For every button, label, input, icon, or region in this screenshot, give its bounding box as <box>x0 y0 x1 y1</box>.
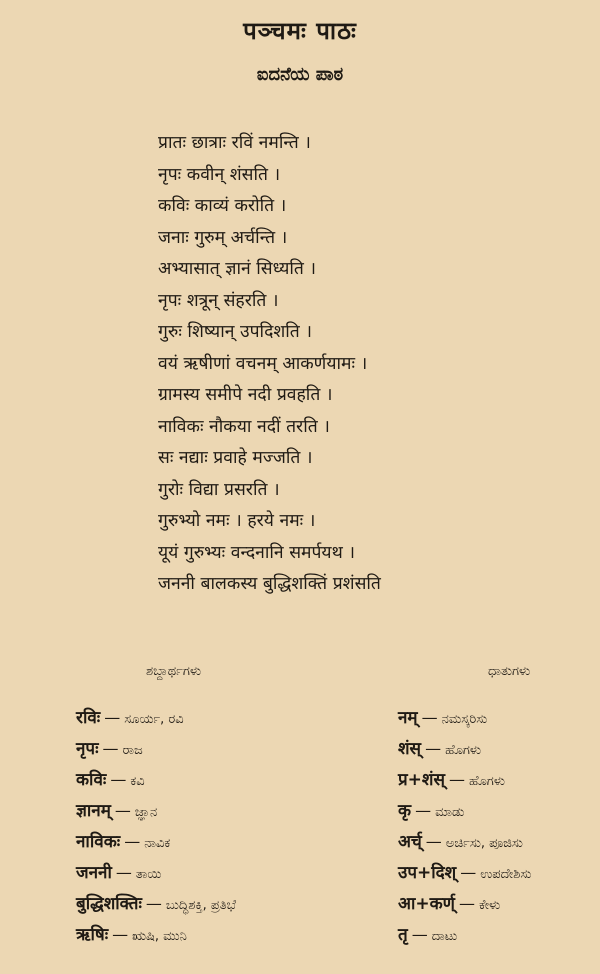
entry-meaning: ಹೊಗಳು <box>468 774 506 789</box>
entry-dash: — <box>114 801 131 820</box>
entry-word: नम् <box>398 708 418 728</box>
entry-dash: — <box>112 925 129 944</box>
entry-dash: — <box>145 894 162 913</box>
entry-word: कृ <box>398 801 412 821</box>
sentence-list <box>158 128 578 601</box>
entry-word: नाविकः <box>76 832 121 852</box>
entry-word: तृ <box>398 925 408 945</box>
entry-dash: — <box>458 894 475 913</box>
entry-word: आ+कर्ण् <box>398 894 455 914</box>
entry-word: प्र+शंस् <box>398 770 445 790</box>
sentence: नृपः कवीन् शंसति । <box>158 164 281 185</box>
entry-word: ज्ञानम् <box>76 801 111 821</box>
lesson-subtitle: ಐದನೆಯ ಪಾಠ <box>256 64 344 85</box>
entry-meaning: ತಾಯಿ <box>135 867 162 882</box>
sentence: गुरुः शिष्यान् उपदिशति । <box>158 322 312 342</box>
word-meaning-entry <box>76 826 376 857</box>
sentence: वयं ऋषीणां वचनम् आकर्णयामः । <box>158 353 368 374</box>
sentence: प्रातः छात्राः रविं नमन्ति । <box>158 133 311 153</box>
entry-meaning: ಬುದ್ಧಿಶಕ್ತಿ, ಪ್ರತಿಭೆ <box>165 898 237 913</box>
roots-list <box>398 702 598 950</box>
entry-dash: — <box>102 739 119 758</box>
entry-dash: — <box>104 708 121 727</box>
word-meaning-entry <box>76 733 376 764</box>
sentence: नाविकः नौकया नदीं तरति । <box>158 416 330 437</box>
sentence: जनाः गुरुम् अर्चन्ति । <box>158 227 288 248</box>
entry-dash: — <box>425 832 442 851</box>
entry-meaning: ಹೊಗಳು <box>445 743 482 758</box>
entry-meaning: ಮಾಡು <box>435 805 465 820</box>
entry-word: ऋषिः <box>76 925 109 945</box>
sentence: गुरोः विद्या प्रसरति । <box>158 479 280 500</box>
sentence: कविः काव्यं करोति । <box>158 196 287 216</box>
word-meaning-entry <box>76 795 376 826</box>
root-entry <box>398 888 598 919</box>
root-entry <box>398 919 598 950</box>
sentence: नृपः शत्रून् संहरति । <box>158 290 279 311</box>
entry-meaning: ಕೇಳು <box>478 898 501 913</box>
roots-heading: ಧಾತುಗಳು <box>488 664 531 679</box>
entry-dash: — <box>115 863 132 882</box>
sentence: अभ्यासात् ज्ञानं सिध्यति । <box>158 259 317 279</box>
entry-word: बुद्धिशक्तिः <box>76 894 142 914</box>
sentence: गुरुभ्यो नमः । हरये नमः । <box>158 511 316 531</box>
sentence: जननी बालकस्य बुद्धिशक्तिं प्रशंसति <box>158 574 381 594</box>
entry-word: नृपः <box>76 739 99 759</box>
entry-word: कविः <box>76 770 107 790</box>
entry-dash: — <box>110 770 127 789</box>
entry-meaning: ಜ್ಞಾನ <box>134 805 158 820</box>
entry-meaning: ನಮಸ್ಕರಿಸು <box>441 712 488 727</box>
word-meaning-entry <box>76 919 376 950</box>
word-meaning-entry <box>76 857 376 888</box>
entry-dash: — <box>124 832 141 851</box>
entry-dash: — <box>448 770 465 789</box>
root-entry <box>398 764 598 795</box>
entry-word: रविः <box>76 708 101 728</box>
root-entry <box>398 857 598 888</box>
entry-meaning: ಕವಿ <box>130 774 145 789</box>
entry-meaning: ಉಪದೇಶಿಸು <box>480 867 532 882</box>
root-entry <box>398 733 598 764</box>
entry-dash: — <box>411 925 428 944</box>
root-entry <box>398 826 598 857</box>
entry-dash: — <box>421 708 438 727</box>
entry-dash: — <box>460 863 477 882</box>
word-meaning-entry <box>76 888 376 919</box>
entry-dash: — <box>415 801 432 820</box>
sentence: यूयं गुरुभ्यः वन्दनानि समर्पयथ । <box>158 542 355 563</box>
entry-meaning: ಅರ್ಚಿಸು, ಪೂಜಿಸು <box>445 836 523 851</box>
word-meaning-entry <box>76 702 376 733</box>
lesson-title: पञ्चमः पाठः <box>243 17 357 45</box>
entry-word: जननी <box>76 863 112 883</box>
entry-word: अर्च् <box>398 832 422 852</box>
root-entry <box>398 702 598 733</box>
entry-word: उप+दिश् <box>398 863 457 883</box>
entry-meaning: ಋಷಿ, ಮುನಿ <box>132 929 187 944</box>
word-meanings-heading: ಶಬ್ದಾರ್ಥಗಳು <box>146 664 202 679</box>
entry-word: शंस् <box>398 739 422 759</box>
entry-meaning: ದಾಟು <box>431 929 458 944</box>
word-meanings-list <box>76 702 376 950</box>
sentence: सः नद्याः प्रवाहे मज्जति । <box>158 448 313 468</box>
root-entry <box>398 795 598 826</box>
sentence: ग्रामस्य समीपे नदी प्रवहति । <box>158 385 333 405</box>
entry-dash: — <box>425 739 442 758</box>
entry-meaning: ರಾಜ <box>122 743 143 758</box>
entry-meaning: ಸೂರ್ಯ, ರವಿ <box>124 712 184 727</box>
word-meaning-entry <box>76 764 376 795</box>
entry-meaning: ನಾವಿಕ <box>144 836 171 851</box>
